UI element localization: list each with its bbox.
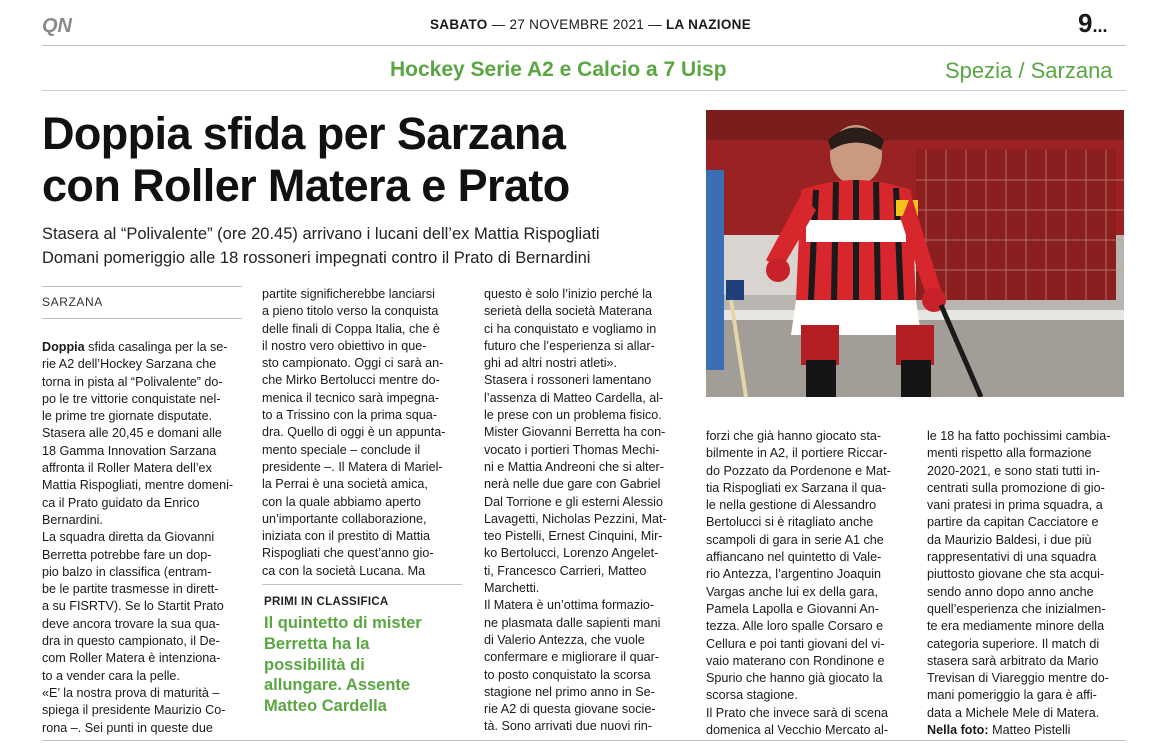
dateline-rule-top bbox=[42, 286, 242, 287]
subhead-line-2: Domani pomeriggio alle 18 rossoneri impegnati contro il Prato di Bernardini bbox=[42, 249, 591, 267]
box-quote-line: possibilità di bbox=[264, 655, 365, 674]
text-line: pio balzo in classifica (entram- bbox=[42, 564, 212, 579]
text-line: menti rispetto alla formazione bbox=[927, 446, 1092, 461]
text-line: torna in pista al “Polivalente” do- bbox=[42, 374, 223, 389]
text-line bbox=[42, 339, 242, 356]
text-line: nerà nelle due gare con Gabriel bbox=[484, 477, 661, 492]
box-label: PRIMI IN CLASSIFICA bbox=[264, 596, 389, 608]
box-quote-line: Matteo Cardella bbox=[264, 697, 387, 716]
text-line: affronta il Roller Matera dell’ex bbox=[42, 461, 212, 476]
text-line: ne plasmata dalle sapienti mani bbox=[484, 615, 661, 630]
bottom-rule bbox=[42, 740, 1126, 741]
text-line: com Roller Matera è intenziona- bbox=[42, 651, 221, 666]
text-line: rona –. Sei punti in queste due bbox=[42, 720, 213, 735]
text-line: scampoli di gara in serie A1 che bbox=[706, 532, 884, 547]
text-line: piuttosto giovane che sta acqui- bbox=[927, 567, 1105, 582]
text-line: Il Matera è un’ottima formazio- bbox=[484, 598, 655, 613]
text-line: rappresentativi di una squadra bbox=[927, 550, 1097, 565]
lead-word: Doppia bbox=[42, 340, 85, 354]
box-quote-line: Il quintetto di mister bbox=[264, 614, 422, 632]
text-line: La squadra diretta da Giovanni bbox=[42, 530, 215, 545]
text-line: a pieno titolo verso la conquista bbox=[262, 304, 439, 319]
text-line: vani pratesi in prima squadra, a bbox=[927, 498, 1103, 513]
text-line: Dal Torrione e gli esterni Alessio bbox=[484, 494, 663, 509]
text-line: domenica al Vecchio Mercato al- bbox=[706, 723, 889, 738]
photo-caption-label: Nella foto: bbox=[927, 723, 989, 738]
text-line: to posto conquistato la scorsa bbox=[484, 667, 651, 682]
top-rule bbox=[42, 45, 1126, 46]
article-photo bbox=[706, 110, 1124, 397]
section-title: Hockey Serie A2 e Calcio a 7 Uisp bbox=[390, 58, 727, 81]
headline bbox=[42, 108, 692, 212]
masthead-paper: LA NAZIONE bbox=[666, 17, 752, 32]
article-column-4 bbox=[706, 428, 906, 739]
text-line: un’importante collaborazione, bbox=[262, 511, 427, 526]
text-line: Mister Giovanni Berretta ha con- bbox=[484, 425, 666, 440]
text-line: rio Antezza, l’argentino Joaquin bbox=[706, 567, 882, 582]
text-line: presidente –. Il Matera di Mariel- bbox=[262, 459, 443, 474]
box-quote-line: Berretta ha la bbox=[264, 634, 370, 653]
text-line: l’assenza di Matteo Cardella, al- bbox=[484, 390, 664, 405]
text-line: Il Prato che invece sarà di scena bbox=[706, 705, 889, 720]
text-line: partite significherebbe lanciarsi bbox=[262, 287, 435, 301]
text-line: teo Pistelli, Ernest Cinquini, Mir- bbox=[484, 529, 663, 544]
section-rule bbox=[42, 90, 1126, 91]
box-rule bbox=[262, 584, 462, 585]
text-line: di Valerio Antezza, che vuole bbox=[484, 632, 645, 647]
text-line: ghi ad altri nostri atleti». bbox=[484, 356, 618, 371]
text-line: scorsa stagione. bbox=[706, 688, 798, 703]
page-number-suffix: ... bbox=[1092, 16, 1108, 36]
text-line: tà. Sono arrivati due nuovi rin- bbox=[484, 719, 653, 734]
box-quote bbox=[264, 613, 464, 717]
text-line: le nella gestione di Alessandro bbox=[706, 498, 877, 513]
text-line: la Perrai è una società amica, bbox=[262, 477, 428, 492]
dateline: SARZANA bbox=[42, 295, 103, 309]
masthead bbox=[430, 17, 751, 32]
photo-caption-text: Matteo Pistelli bbox=[988, 723, 1071, 738]
text-line: da Maurizio Baldesi, i due più bbox=[927, 532, 1092, 547]
text-line: affiancano nel quintetto di Vale- bbox=[706, 550, 882, 565]
text-line: delle finali di Coppa Italia, che è bbox=[262, 321, 440, 336]
article-column-5 bbox=[927, 428, 1127, 739]
text-line: menica il tecnico sarà impegna- bbox=[262, 390, 440, 405]
text-line: deve ancora trovare la sua qua- bbox=[42, 616, 220, 631]
text-line: do Pozzato da Pordenone e Mat- bbox=[706, 463, 891, 478]
text-line: to a vender cara la pelle. bbox=[42, 668, 180, 683]
text-line: Stasera i rossoneri lamentano bbox=[484, 373, 652, 388]
text-line: Vargas anche lui ex della gara, bbox=[706, 584, 878, 599]
text-line: data a Michele Mele di Matera. bbox=[927, 705, 1100, 720]
text-line: Stasera alle 20,45 e domani alle bbox=[42, 426, 222, 441]
text-line: ci ha conquistato e vogliamo in bbox=[484, 321, 657, 336]
text-line: stasera sarà arbitrato da Mario bbox=[927, 653, 1099, 668]
photo-caption bbox=[927, 722, 1127, 739]
text-line: Marchetti. bbox=[484, 581, 540, 596]
page-number-value: 9 bbox=[1078, 8, 1093, 38]
text-line: «E’ la nostra prova di maturità – bbox=[42, 685, 220, 700]
region-title: Spezia / Sarzana bbox=[945, 58, 1113, 83]
headline-line-1: Doppia sfida per Sarzana bbox=[42, 108, 566, 159]
text-line: dra in questo campionato, il De- bbox=[42, 634, 220, 649]
newspaper-logo bbox=[42, 14, 90, 36]
text-line: spiega il presidente Maurizio Co- bbox=[42, 703, 226, 718]
text-line: centrati sulla promozione di gio- bbox=[927, 480, 1105, 495]
text-line: categoria superiore. Il match di bbox=[927, 636, 1100, 651]
text-line: Spurio che hanno già giocato la bbox=[706, 671, 883, 686]
text-line: te era mediamente minore della bbox=[927, 619, 1105, 634]
text-line: tezza. Alle loro spalle Corsaro e bbox=[706, 619, 884, 634]
text-line: mani pomeriggio la gara è affi- bbox=[927, 688, 1097, 703]
text-line: to a Trissino con la prima squa- bbox=[262, 408, 437, 423]
text-line: vaio materano con Rondinone e bbox=[706, 653, 885, 668]
logo-text: QN bbox=[42, 15, 72, 36]
text-line: ca il Prato guidato da Enrico bbox=[42, 495, 200, 510]
text-line: 2020-2021, e sono stati tutti in- bbox=[927, 463, 1100, 478]
text-line: Rispogliati che quest’anno gio- bbox=[262, 546, 434, 561]
text-line: Pamela Lapolla e Giovanni An- bbox=[706, 601, 879, 616]
article-column-3 bbox=[484, 286, 684, 736]
dateline-rule-bottom bbox=[42, 318, 242, 319]
box-quote-line: allungare. Assente bbox=[264, 676, 411, 695]
text-line: dra. Quello di oggi è un appunta- bbox=[262, 425, 446, 440]
text-line: sendo anno dopo anno anche bbox=[927, 584, 1094, 599]
text-line: ni e Mattia Andreoni che si alter- bbox=[484, 459, 664, 474]
text-line: a su FISRTV). Se lo Startit Prato bbox=[42, 599, 224, 614]
subheadline bbox=[42, 222, 702, 270]
text-line: ca con la società Lucana. Ma bbox=[262, 563, 426, 578]
text-line: rie A2 dell’Hockey Sarzana che bbox=[42, 357, 217, 372]
text-line: le 18 ha fatto pochissimi cambia- bbox=[927, 429, 1111, 443]
text-line: confermare e migliorare il quar- bbox=[484, 650, 659, 665]
text-line: po le tre vittorie conquistate nel- bbox=[42, 391, 221, 406]
text-fragment: sfida casalinga per la se- bbox=[84, 340, 228, 354]
text-line: Lavagetti, Nicholas Pezzini, Mat- bbox=[484, 511, 667, 526]
text-line: questo è solo l’inizio perché la bbox=[484, 287, 653, 301]
text-line: partire da capitan Cacciatore e bbox=[927, 515, 1099, 530]
article-column-1 bbox=[42, 339, 242, 737]
text-line: il nostro vero obiettivo in que- bbox=[262, 338, 427, 353]
text-line: bilmente in A2, il portiere Riccar- bbox=[706, 446, 888, 461]
text-line: ti, Francesco Carrieri, Matteo bbox=[484, 563, 647, 578]
text-line: serietà della società Materana bbox=[484, 304, 653, 319]
text-line: tia Rispogliati ex Sarzana il qua- bbox=[706, 480, 886, 495]
subhead-line-1: Stasera al “Polivalente” (ore 20.45) arrivano i lucani dell’ex Mattia Rispogliati bbox=[42, 225, 600, 243]
article-column-2 bbox=[262, 286, 462, 580]
text-line: che Mirko Bertolucci mentre do- bbox=[262, 373, 440, 388]
page-number bbox=[1078, 8, 1107, 39]
text-line: rie A2 di questa giovane socie- bbox=[484, 702, 656, 717]
text-line: futuro che l’esperienza si allar- bbox=[484, 338, 655, 353]
text-line: con la quale abbiamo aperto bbox=[262, 494, 421, 509]
masthead-day: SABATO bbox=[430, 17, 488, 32]
headline-line-2: con Roller Matera e Prato bbox=[42, 160, 570, 211]
text-line: be le partite trasmesse in dirett- bbox=[42, 582, 219, 597]
text-line: ko Bertolucci, Lorenzo Angelet- bbox=[484, 546, 659, 561]
text-line: Trevisan di Viareggio mentre do- bbox=[927, 671, 1110, 686]
masthead-date: — 27 NOVEMBRE 2021 — bbox=[491, 17, 662, 32]
text-line: Mattia Rispogliati, mentre domeni- bbox=[42, 478, 234, 493]
text-line: Bernardini. bbox=[42, 512, 103, 527]
text-line: vocato i portieri Thomas Mechi- bbox=[484, 442, 660, 457]
text-line: Bertolucci si è ritagliato anche bbox=[706, 515, 874, 530]
text-line: mento speciale – conclude il bbox=[262, 442, 421, 457]
text-line: le prime tre giornate disputate. bbox=[42, 409, 213, 424]
text-line: forzi che già hanno giocato sta- bbox=[706, 429, 882, 443]
text-line: le prese con un problema fisico. bbox=[484, 408, 662, 423]
text-line: iniziata con il prestito di Mattia bbox=[262, 529, 430, 544]
text-line: 18 Gamma Innovation Sarzana bbox=[42, 443, 217, 458]
text-line: stagione nel primo anno in Se- bbox=[484, 684, 655, 699]
text-line: Berretta potrebbe fare un dop- bbox=[42, 547, 212, 562]
text-line: sto campionato. Oggi ci sarà an- bbox=[262, 356, 444, 371]
text-line: quell’esperienza che inizialmen- bbox=[927, 601, 1106, 616]
text-line: Cellura e poi tanti giovani del vi- bbox=[706, 636, 885, 651]
